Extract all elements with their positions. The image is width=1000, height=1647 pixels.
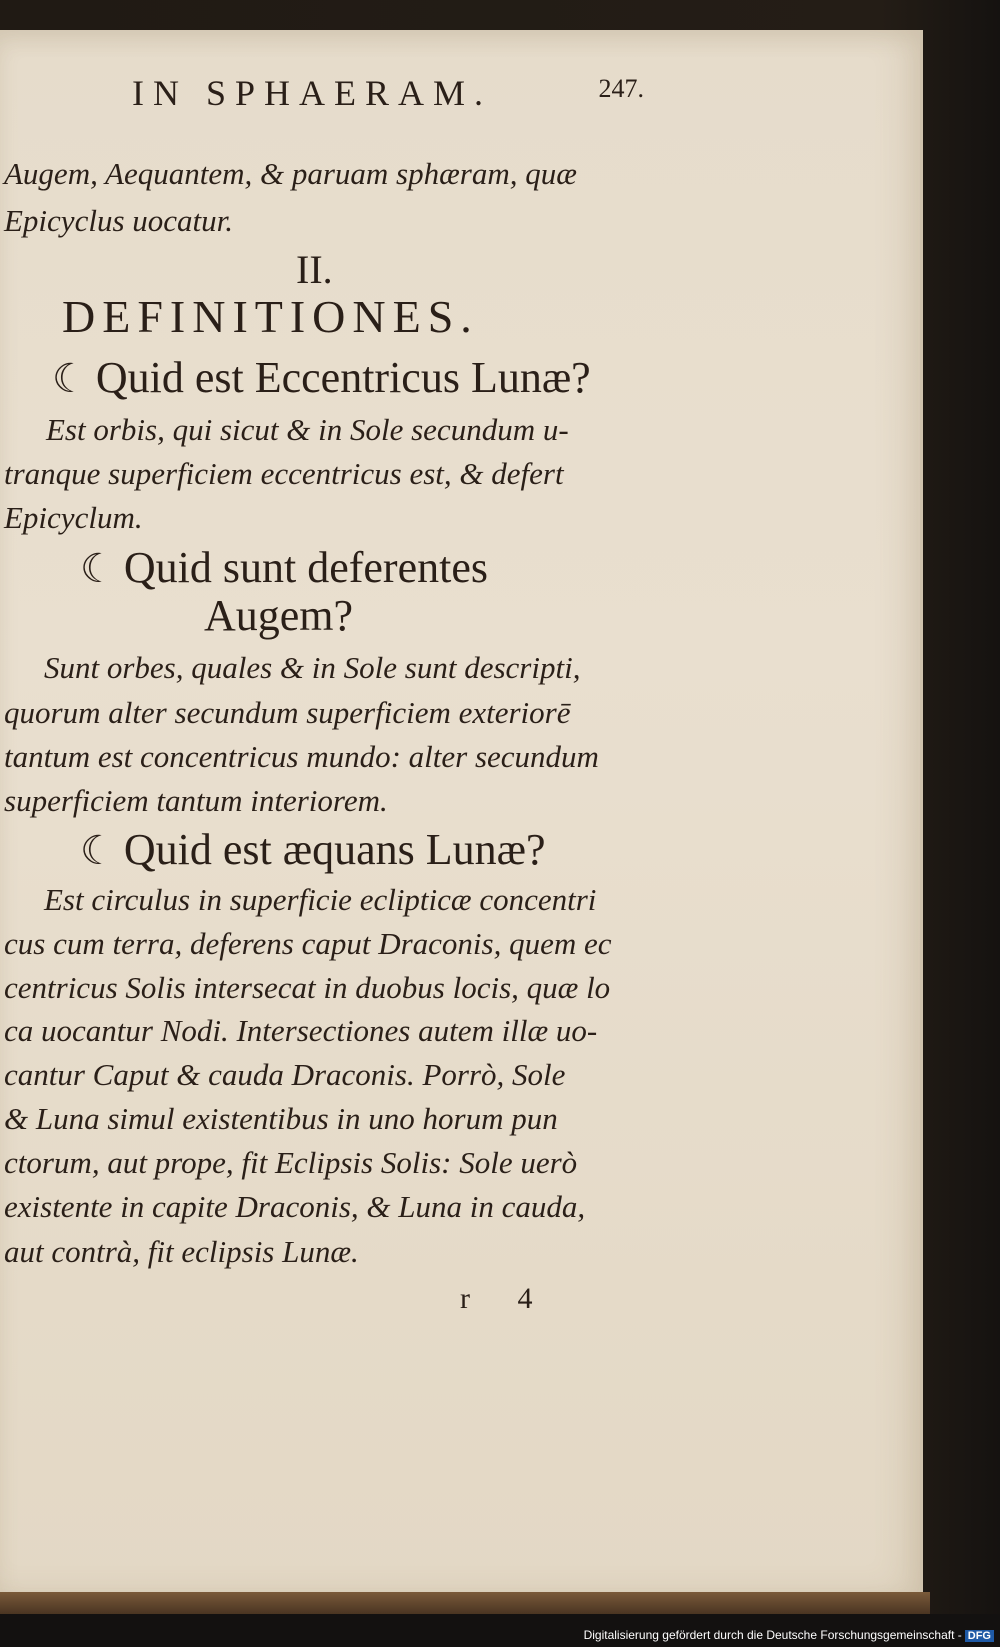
- text-line: Epicyclus uocatur.: [4, 203, 234, 238]
- credit-text: Digitalisierung gefördert durch die Deutsche Forschungsgemeinschaft -: [583, 1628, 962, 1642]
- pilcrow-icon: ☾: [52, 356, 88, 401]
- page-number: 247.: [598, 74, 644, 103]
- text-line: aut contrà, fit eclipsis Lunæ.: [4, 1234, 359, 1269]
- text-line: ctorum, aut prope, fit Eclipsis Solis: Sole uerò: [4, 1145, 578, 1180]
- question-text: Quid est æquans Lunæ?: [123, 825, 546, 874]
- text-line: existente in capite Draconis, & Luna in cauda,: [4, 1189, 586, 1224]
- pilcrow-icon: ☾: [80, 828, 116, 873]
- section-number: II.: [296, 247, 333, 292]
- text-line: tranque superficiem eccentricus est, & defert: [4, 456, 564, 491]
- text-line: superficiem tantum interiorem.: [4, 783, 388, 818]
- section-title: DEFINITIONES.: [62, 291, 479, 342]
- book-edge: [0, 1592, 930, 1614]
- text-line: Est circulus in superficie eclipticæ concentri: [44, 882, 597, 917]
- question-text: Quid est Eccentricus Lunæ?: [95, 353, 591, 402]
- text-line: quorum alter secundum superficiem exteriorē: [4, 695, 571, 730]
- question-heading: [80, 543, 488, 592]
- text-line: Augem, Aequantem, & paruam sphæram, quæ: [4, 156, 577, 191]
- running-head: IN SPHAERAM.: [132, 73, 493, 113]
- question-heading: [80, 825, 546, 874]
- page-header: [132, 72, 644, 122]
- dfg-logo-icon: DFG: [965, 1630, 994, 1642]
- text-line: centricus Solis intersecat in duobus locis, quæ lo: [4, 970, 611, 1005]
- text-line: Est orbis, qui sicut & in Sole secundum u-: [46, 412, 569, 447]
- question-heading: [52, 353, 591, 402]
- text-line: Epicyclum.: [4, 500, 143, 535]
- signature-mark: r 4: [460, 1282, 553, 1315]
- text-line: cus cum terra, deferens caput Draconis, quem ec: [4, 926, 612, 961]
- question-text: Quid sunt deferentes: [123, 543, 488, 592]
- text-line: & Luna simul existentibus in uno horum pun: [4, 1101, 558, 1136]
- text-line: Sunt orbes, quales & in Sole sunt descripti,: [44, 650, 581, 685]
- question-text: Augem?: [204, 591, 354, 640]
- footer-credit: [584, 1628, 994, 1642]
- pilcrow-icon: ☾: [80, 546, 116, 591]
- text-line: cantur Caput & cauda Draconis. Porrò, Sole: [4, 1057, 566, 1092]
- text-line: tantum est concentricus mundo: alter secundum: [4, 739, 599, 774]
- text-line: ca uocantur Nodi. Intersectiones autem illæ uo-: [4, 1013, 598, 1048]
